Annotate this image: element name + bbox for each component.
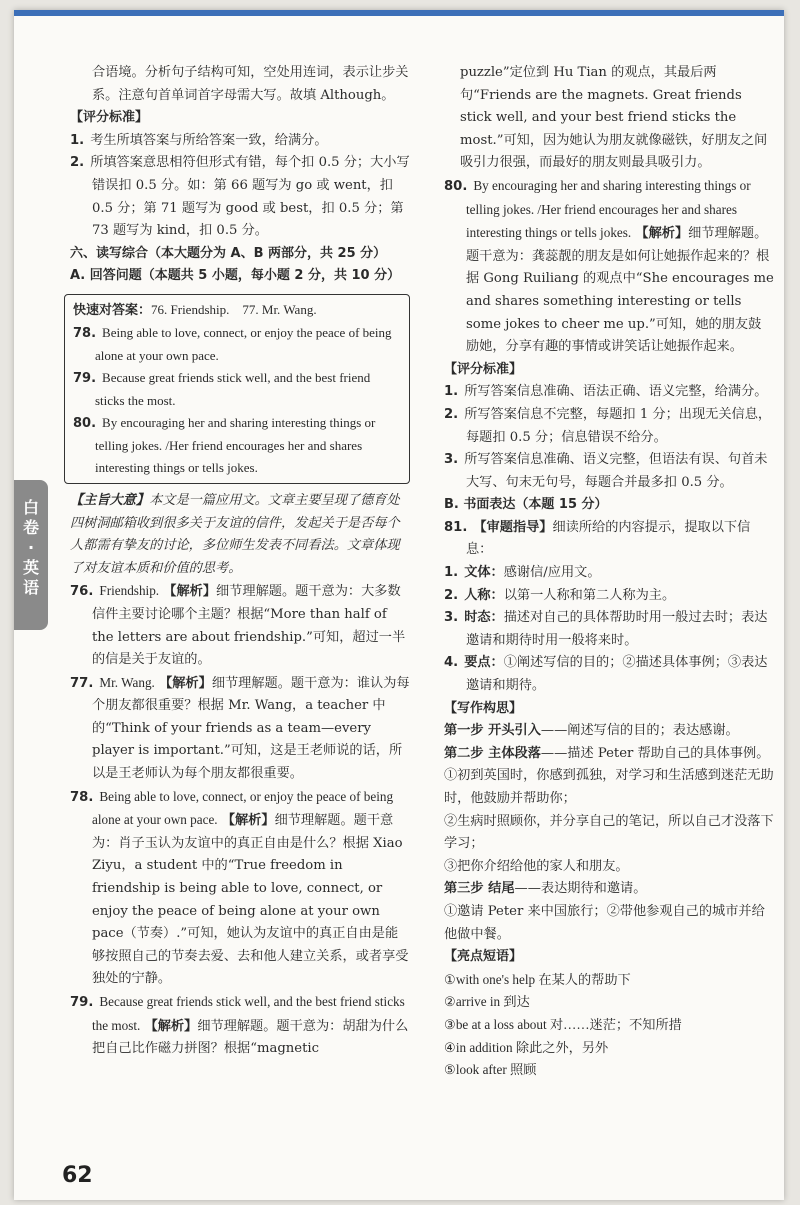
- criteria-title: 【评分标准】: [444, 361, 523, 377]
- side-tab-label: 白 卷 · 英 语: [14, 480, 48, 630]
- step-one: 第一步 开头引入——阐述写信的目的；表达感谢。: [444, 723, 739, 739]
- answer-77: 77. Mr. Wang. 【解析】细节理解题。题干意为：谁认为每个朋友都很重要？根据 Mr. Wang，a teacher 中的“Think of your friends as a team—every player is important.”可知，这是王老师说的话，所以是王老师认为每个朋友都很重要。: [70, 674, 410, 782]
- answer-78: 78. Being able to love, connect, or enjoy the peace of being alone at your own pace. 【解析】细节理解题。题干意为：肖子玉认为友谊中的真正自由是什么？根据 Xiao Ziyu，a student 中的“True freedom in friendship is being able to love, connect, or enjoy the peace of being alone at your own pace（节奏）.”可知，她认为友谊中的真正自由是能够按照自己的节奏去爱、去和他人建立关系，或者享受独处的宁静。: [70, 788, 409, 987]
- step-two: 第二步 主体段落——描述 Peter 帮助自己的具体事例。: [444, 745, 770, 761]
- guide-item: 3. 时态：描述对自己的具体帮助时用一般过去时；表达邀请和期待时用一般将来时。: [444, 610, 768, 648]
- phrases-title: 【亮点短语】: [444, 949, 523, 965]
- criteria-title: 【评分标准】: [70, 110, 149, 126]
- criteria-item: 1. 所写答案信息准确、语法正确、语义完整，给满分。: [444, 384, 768, 400]
- criteria-item: 2. 所写答案信息不完整，每题扣 1 分；出现无关信息，每题扣 0.5 分；信息错误不给分。: [444, 406, 772, 445]
- section-b-heading: B. 书面表达（本题 15 分）: [444, 497, 608, 513]
- structure-title: 【写作构思】: [444, 700, 523, 716]
- step-three: 第三步 结尾——表达期待和邀请。: [444, 881, 647, 897]
- guide-item: 2. 人称：以第一人称和第二人称为主。: [444, 587, 676, 603]
- criteria-item: 1. 考生所填答案与所给答案一致，给满分。: [70, 132, 328, 148]
- step-two-point: ②生病时照顾你，并分享自己的笔记，所以自己才没落下学习；: [444, 813, 774, 852]
- step-two-point: ①初到英国时，你感到孤独，对学习和生活感到迷茫无助时，他鼓励并帮助你；: [444, 768, 774, 806]
- answer-80: 80. By encouraging her and sharing interesting things or telling jokes. /Her friend encourages her and shares interesting things or tells jokes. 【解析】细节理解题。题干意为：龚蕊靓的朋友是如何让她振作起来的？根据 Gong Ruiliang 的观点中“She encourages me and shares something interesting or tells some jokes to cheer me up.”可知，她的朋友鼓励她，分享有趣的事情或讲笑话让她振作起来。: [444, 177, 774, 355]
- step-two-point: ③把你介绍给他的家人和朋友。: [444, 858, 629, 874]
- top-color-strip: [14, 10, 784, 16]
- phrase-item: ①with one's help 在某人的帮助下: [444, 971, 631, 987]
- quick-answers-first-row: 快速对答案：76. Friendship. 77. Mr. Wang.: [73, 301, 317, 318]
- summary-paragraph: 【主旨大意】本文是一篇应用文。文章主要呈现了德育处四树洞邮箱收到很多关于友谊的信件，发起关于是否每个人都需有挚友的讨论，多位师生发表不同看法。文章体现了对友谊本质和价值的思考。: [70, 492, 400, 576]
- page-number: 62: [62, 1163, 93, 1188]
- quick-answer-item: 78. Being able to love, connect, or enjoy the peace of being alone at your own pace.: [73, 324, 392, 363]
- quick-answers-box: [64, 294, 410, 484]
- quick-answer-item: 79. Because great friends stick well, and the best friend sticks the most.: [73, 369, 371, 408]
- criteria-item: 3. 所写答案信息准确、语义完整，但语法有误、句首未大写、句末无句号，每题合并最多扣 0.5 分。: [444, 452, 768, 490]
- question-81: 81. 【审题指导】细读所给的内容提示，提取以下信息：: [444, 519, 751, 558]
- answer-79-continued: puzzle”定位到 Hu Tian 的观点，其最后两句“Friends are the magnets. Great friends stick well, and your best friend sticks the most.”可知，因为她认为朋友就像磁铁，好朋友之间吸引力很强，而最好的朋友则最具吸引力。: [460, 65, 768, 171]
- step-three-point: ①邀请 Peter 来中国旅行；②带他参观自己的城市并给他做中餐。: [444, 903, 765, 942]
- right-column: [444, 62, 774, 1082]
- left-column: [70, 62, 410, 1061]
- section-six-heading: 六、读写综合（本大题分为 A、B 两部分，共 25 分）: [70, 245, 387, 261]
- quick-answer-item: 80. By encouraging her and sharing interesting things or telling jokes. /Her friend encourages her and shares interesting things or tells jokes.: [73, 414, 376, 475]
- answer-76: 76. Friendship. 【解析】细节理解题。题干意为：大多数信件主要讨论哪个主题？根据“More than half of the letters are about friendship.”可知，超过一半的信是关于友谊的。: [70, 583, 406, 668]
- phrase-item: ④in addition 除此之外，另外: [444, 1039, 609, 1055]
- intro-paragraph: 合语境。分析句子结构可知，空处用连词，表示让步关系。注意句首单词首字母需大写。故填 Although。: [92, 65, 409, 103]
- phrase-item: ②arrive in 到达: [444, 994, 530, 1010]
- criteria-item: 2. 所填答案意思相符但形式有错，每个扣 0.5 分；大小写错误扣 0.5 分。如：第 66 题写为 go 或 went，扣 0.5 分；第 71 题写为 good 或 best，扣 0.5 分；第 73 题写为 kind，扣 0.5 分。: [70, 155, 410, 239]
- phrase-item: ③be at a loss about 对……迷茫；不知所措: [444, 1016, 682, 1032]
- document-page: [14, 10, 784, 1200]
- phrase-item: ⑤look after 照顾: [444, 1062, 537, 1078]
- answer-79: 79. Because great friends stick well, and the best friend sticks the most. 【解析】细节理解题。题干意为：胡甜为什么把自己比作磁力拼图？根据“magnetic: [70, 994, 409, 1057]
- guide-item: 1. 文体：感谢信/应用文。: [444, 565, 601, 581]
- section-a-heading: A. 回答问题（本题共 5 小题，每小题 2 分，共 10 分）: [70, 268, 401, 284]
- guide-item: 4. 要点：①阐述写信的目的；②描述具体事例；③表达邀请和期待。: [444, 655, 768, 694]
